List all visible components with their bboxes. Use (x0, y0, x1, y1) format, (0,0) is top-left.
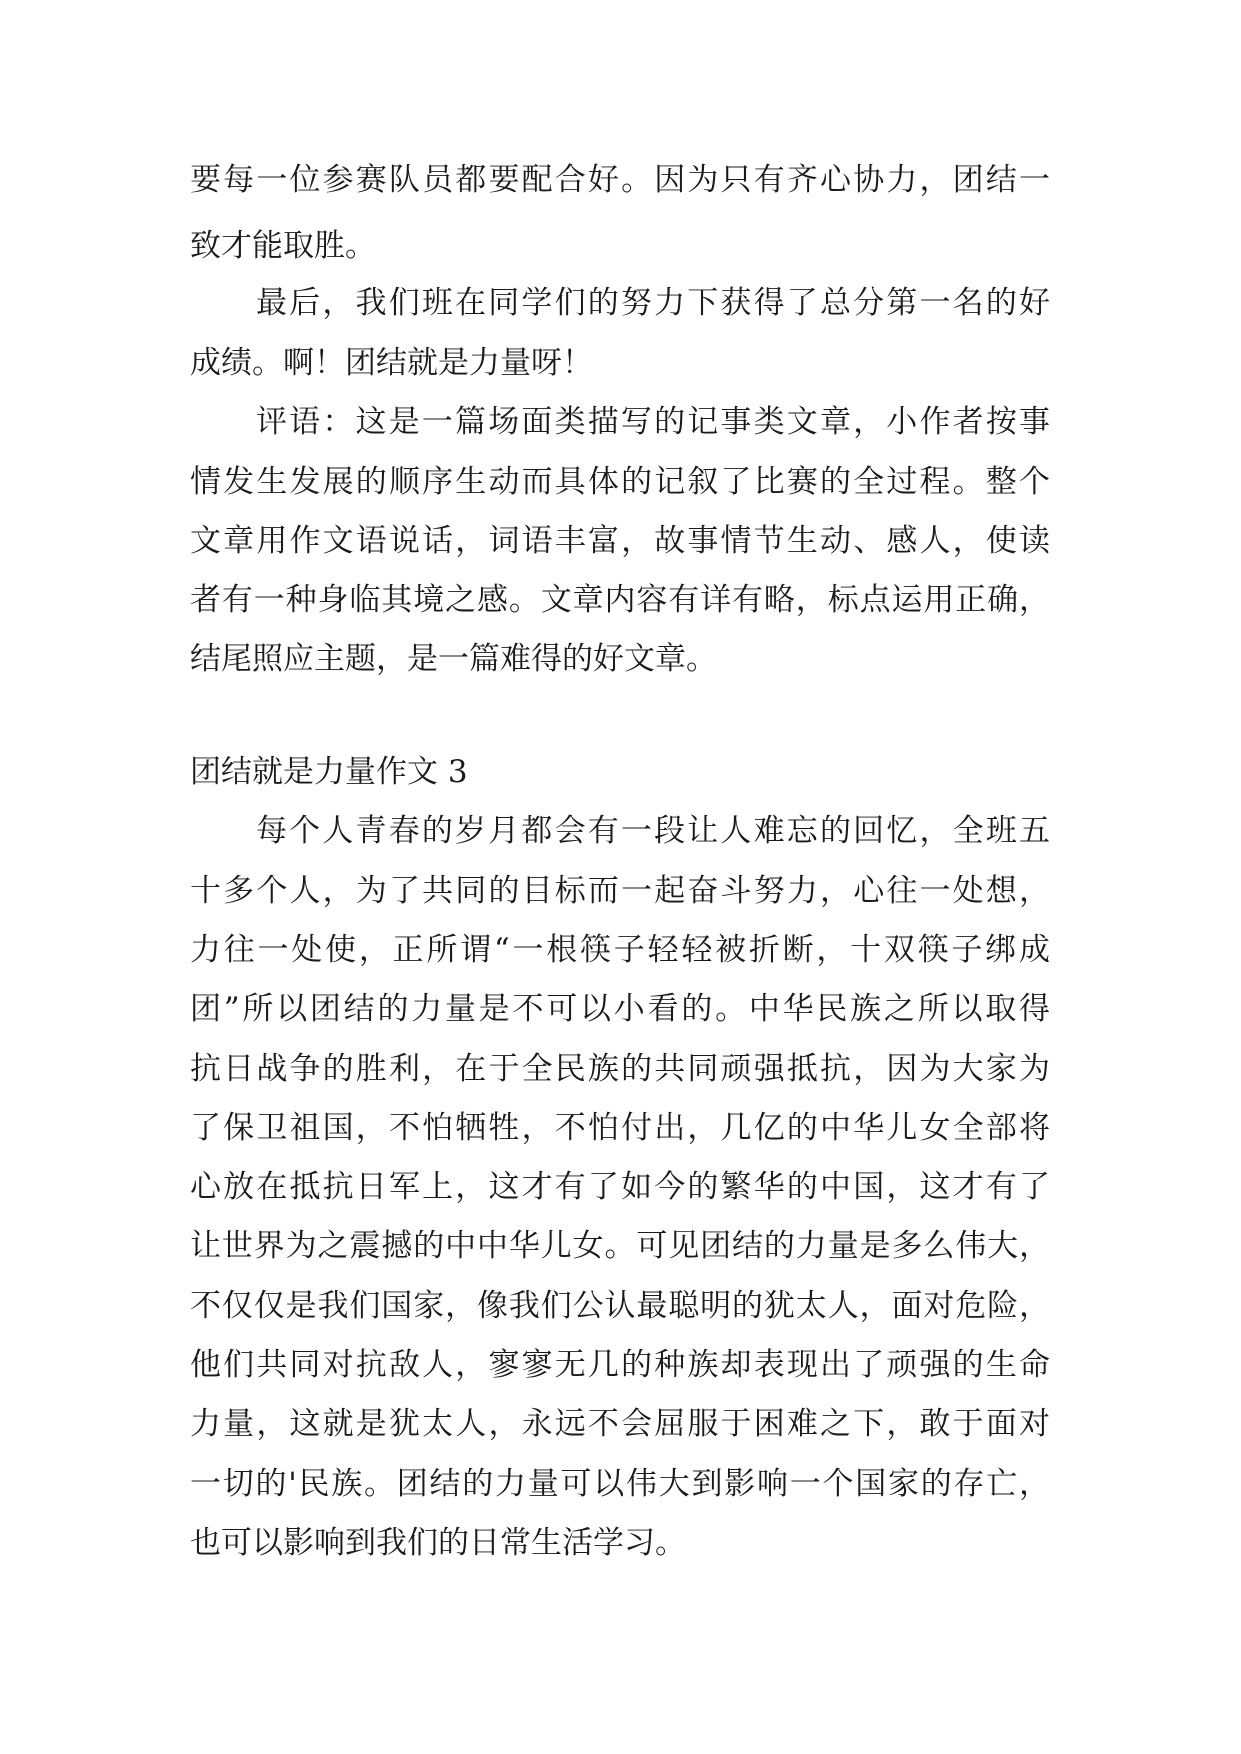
paragraph-line: 者有一种身临其境之感。文章内容有详有略，标点运用正确， (190, 582, 1050, 618)
paragraph-line: 让世界为之震撼的中中华儿女。可见团结的力量是多么伟大， (190, 1228, 1050, 1264)
paragraph-line: 力量，这就是犹太人，永远不会屈服于困难之下，敢于面对 (190, 1406, 1050, 1442)
paragraph-line: 成绩。啊！团结就是力量呀！ (190, 345, 593, 381)
paragraph-line: 致才能取胜。 (190, 228, 376, 264)
paragraph-line: 评语：这是一篇场面类描写的记事类文章，小作者按事 (256, 404, 1050, 440)
paragraph-line: 最后，我们班在同学们的努力下获得了总分第一名的好 (256, 285, 1050, 321)
paragraph-line: 每个人青春的岁月都会有一段让人难忘的回忆，全班五 (256, 813, 1050, 849)
paragraph-line: 团”所以团结的力量是不可以小看的。中华民族之所以取得 (190, 991, 1050, 1027)
section-heading: 团结就是力量作文 3 (190, 754, 468, 790)
paragraph-line: 了保卫祖国，不怕牺牲，不怕付出，几亿的中华儿女全部将 (190, 1110, 1050, 1146)
paragraph-line: 不仅仅是我们国家，像我们公认最聪明的犹太人，面对危险， (190, 1288, 1050, 1324)
paragraph-line: 力往一处使，正所谓“一根筷子轻轻被折断，十双筷子绑成 (190, 932, 1050, 968)
paragraph-line: 一切的'民族。团结的力量可以伟大到影响一个国家的存亡， (190, 1466, 1050, 1502)
paragraph-line: 十多个人，为了共同的目标而一起奋斗努力，心往一处想， (190, 873, 1050, 909)
paragraph-line: 抗日战争的胜利，在于全民族的共同顽强抵抗，因为大家为 (190, 1051, 1050, 1087)
paragraph-line: 文章用作文语说话，词语丰富，故事情节生动、感人，使读 (190, 523, 1050, 559)
paragraph-line: 也可以影响到我们的日常生活学习。 (190, 1525, 686, 1561)
paragraph-line: 结尾照应主题，是一篇难得的好文章。 (190, 641, 717, 677)
paragraph-line: 他们共同对抗敌人，寥寥无几的种族却表现出了顽强的生命 (190, 1347, 1050, 1383)
paragraph-line: 情发生发展的顺序生动而具体的记叙了比赛的全过程。整个 (190, 464, 1050, 500)
paragraph-line: 心放在抵抗日军上，这才有了如今的繁华的中国，这才有了 (190, 1169, 1050, 1205)
paragraph-line: 要每一位参赛队员都要配合好。因为只有齐心协力，团结一 (190, 162, 1050, 198)
